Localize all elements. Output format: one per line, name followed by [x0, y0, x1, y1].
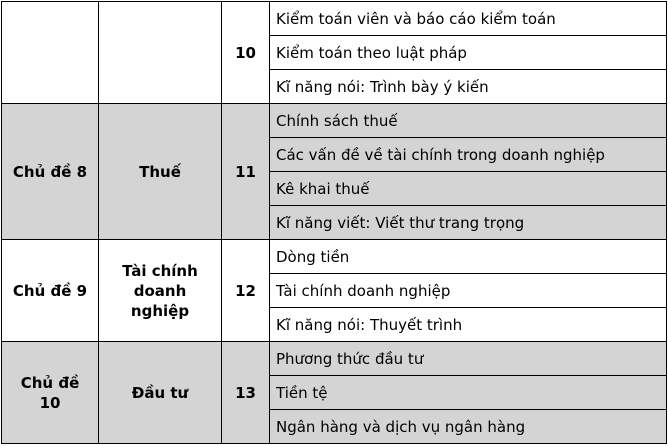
topic-title-cell: Đầu tư [99, 342, 222, 444]
lesson-cell: Kĩ năng nói: Trình bày ý kiến [270, 70, 667, 104]
topic-title-cell [99, 2, 222, 104]
lesson-cell: Tiền tệ [270, 376, 667, 410]
table-row [2, 342, 667, 376]
lesson-cell: Ngân hàng và dịch vụ ngân hàng [270, 410, 667, 444]
lesson-cell: Dòng tiền [270, 240, 667, 274]
unit-number-cell: 10 [222, 2, 270, 104]
unit-number-cell: 13 [222, 342, 270, 444]
lesson-cell: Kiểm toán viên và báo cáo kiểm toán [270, 2, 667, 36]
topic-cell: Chủ đề 9 [2, 240, 99, 342]
lesson-cell: Kĩ năng nói: Thuyết trình [270, 308, 667, 342]
unit-number-cell: 11 [222, 104, 270, 240]
topic-text: Chủ đề 10 [20, 373, 80, 412]
topic-title-cell [99, 240, 222, 342]
table-row [2, 104, 667, 138]
lesson-cell: Phương thức đầu tư [270, 342, 667, 376]
topic-title-text: Tài chính doanh nghiệp [122, 261, 198, 320]
lesson-cell: Kĩ năng viết: Viết thư trang trọng [270, 206, 667, 240]
lesson-cell: Tài chính doanh nghiệp [270, 274, 667, 308]
curriculum-table [1, 1, 667, 444]
topic-cell [2, 2, 99, 104]
table-row [2, 240, 667, 274]
topic-cell [2, 342, 99, 444]
lesson-cell: Kiểm toán theo luật pháp [270, 36, 667, 70]
topic-title-cell: Thuế [99, 104, 222, 240]
lesson-cell: Chính sách thuế [270, 104, 667, 138]
lesson-cell: Các vấn đề về tài chính trong doanh nghiệp [270, 138, 667, 172]
table-row [2, 2, 667, 36]
curriculum-table-body [2, 2, 667, 444]
lesson-cell: Kê khai thuế [270, 172, 667, 206]
topic-cell: Chủ đề 8 [2, 104, 99, 240]
unit-number-cell: 12 [222, 240, 270, 342]
